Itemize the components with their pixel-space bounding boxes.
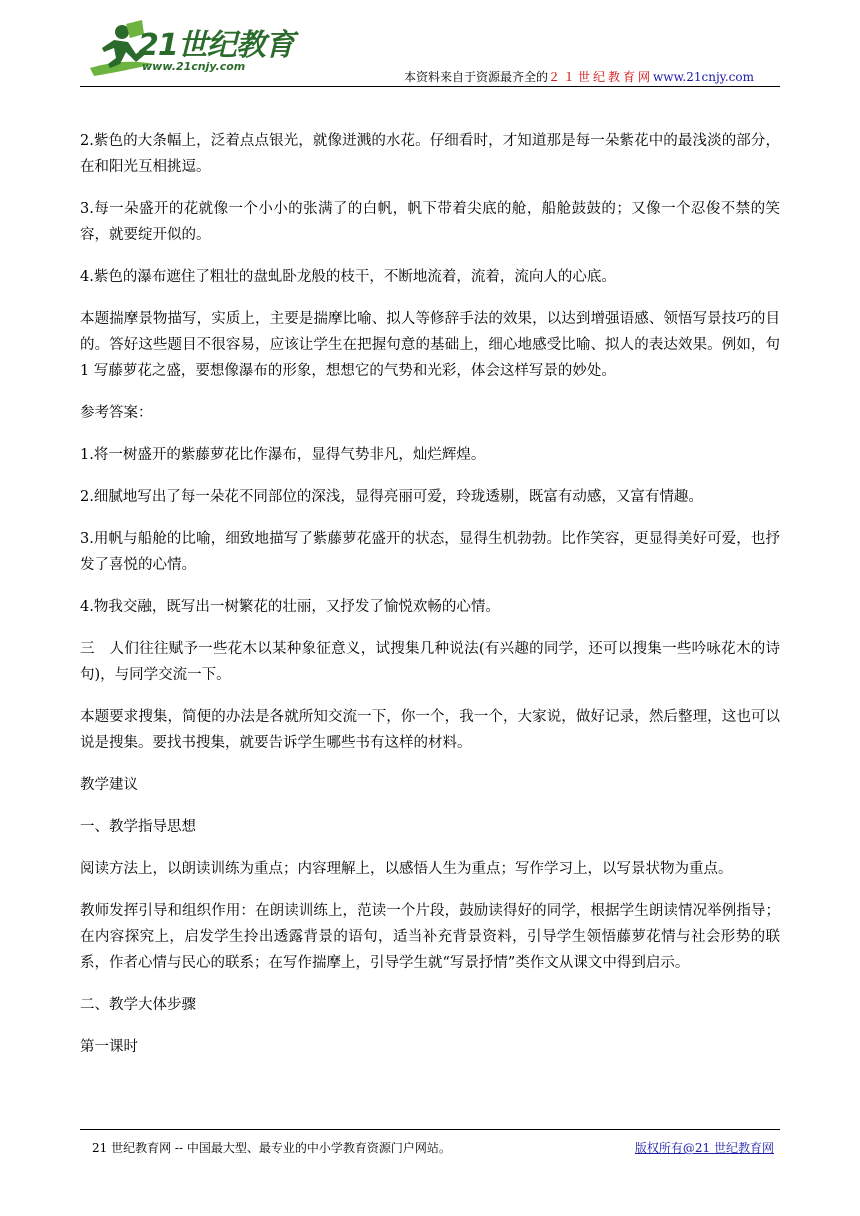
paragraph: 3.每一朵盛开的花就像一个小小的张满了的白帆，帆下带着尖底的舱，船舱鼓鼓的；又像一个忍俊不禁的笑容，就要绽开似的。 bbox=[80, 201, 780, 243]
footer-rule bbox=[80, 1129, 780, 1130]
header-note-url[interactable]: www.21cnjy.com bbox=[653, 70, 754, 84]
section-heading: 二、教学大体步骤 bbox=[80, 997, 196, 1013]
paragraph: 3.用帆与船舱的比喻，细致地描写了紫藤萝花盛开的状态，显得生机勃勃。比作笑容，更显得美好可爱，也抒发了喜悦的心情。 bbox=[80, 531, 780, 573]
paragraph: 4.紫色的瀑布遮住了粗壮的盘虬卧龙般的枝干，不断地流着，流着，流向人的心底。 bbox=[80, 269, 616, 285]
paragraph: 4.物我交融，既写出一树繁花的壮丽，又抒发了愉悦欢畅的心情。 bbox=[80, 599, 500, 615]
page-header bbox=[0, 0, 860, 90]
paragraph: 阅读方法上，以朗读训练为重点；内容理解上，以感悟人生为重点；写作学习上，以写景状物为重点。 bbox=[80, 861, 733, 877]
paragraph: 2.紫色的大条幅上，泛着点点银光，就像迸溅的水花。仔细看时，才知道那是每一朵紫花中的最浅淡的部分，在和阳光互相挑逗。 bbox=[80, 133, 780, 175]
footer-text: 21 世纪教育网 -- 中国最大型、最专业的中小学教育资源门户网站。 bbox=[92, 1141, 451, 1155]
logo-text: 21世纪教育 bbox=[138, 28, 294, 63]
paragraph: 2.细腻地写出了每一朵花不同部位的深浅，显得亮丽可爱，玲珑透剔，既富有动感，又富有情趣。 bbox=[80, 489, 703, 505]
paragraph: 本题要求搜集，简便的办法是各就所知交流一下，你一个，我一个，大家说，做好记录，然后整理，这也可以说是搜集。要找书搜集，就要告诉学生哪些书有这样的材料。 bbox=[80, 709, 780, 751]
paragraph: 1.将一树盛开的紫藤萝花比作瀑布，显得气势非凡，灿烂辉煌。 bbox=[80, 447, 486, 463]
section-heading: 第一课时 bbox=[80, 1039, 138, 1055]
paragraph: 本题揣摩景物描写，实质上，主要是揣摩比喻、拟人等修辞手法的效果，以达到增强语感、领悟写景技巧的目的。答好这些题目不很容易，应该让学生在把握句意的基础上，细心地感受比喻、拟人的表达效果。例如，句 1 写藤萝花之盛，要想像瀑布的形象，想想它的气势和光彩，体会这样写景的妙处。 bbox=[80, 311, 780, 379]
header-note-site: ２１世纪教育网 bbox=[548, 70, 654, 84]
paragraph: 参考答案： bbox=[80, 405, 153, 421]
header-note-prefix: 本资料来自于资源最齐全的 bbox=[404, 70, 549, 84]
paragraph: 三 人们往往赋予一些花木以某种象征意义，试搜集几种说法(有兴趣的同学，还可以搜集一些吟咏花木的诗句)，与同学交流一下。 bbox=[80, 641, 780, 683]
document-body bbox=[80, 128, 780, 1076]
paragraph: 教师发挥引导和组织作用：在朗读训练上，范读一个片段，鼓励读得好的同学，根据学生朗读情况举例指导；在内容探究上，启发学生拎出透露背景的语句，适当补充背景资料，引导学生领悟藤萝花情与社会形势的联系，作者心情与民心的联系；在写作揣摩上，引导学生就“写景抒情”类作文从课文中得到启示。 bbox=[80, 903, 780, 971]
logo-url: www.21cnjy.com bbox=[142, 60, 246, 73]
header-note bbox=[404, 68, 754, 85]
copyright-link[interactable]: 版权所有@21 世纪教育网 bbox=[634, 1141, 774, 1155]
section-heading: 一、教学指导思想 bbox=[80, 819, 196, 835]
header-rule bbox=[80, 86, 780, 87]
section-heading: 教学建议 bbox=[80, 777, 138, 793]
